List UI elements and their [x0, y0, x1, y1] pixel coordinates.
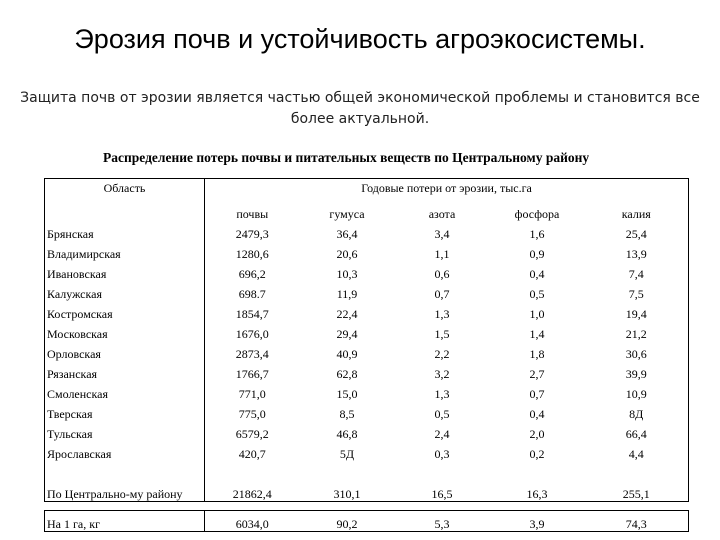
- value-humus: 22,4: [336, 307, 358, 321]
- table-row: [45, 281, 689, 301]
- value-potassium: 66,4: [585, 421, 689, 441]
- value-nitrogen: 1,3: [434, 387, 450, 401]
- value-humus: 46,8: [336, 427, 358, 441]
- value-soil: 6579,2: [235, 427, 269, 441]
- value-humus: 10,3: [336, 267, 358, 281]
- column-header-phosphorus: фосфора: [514, 207, 560, 221]
- value-soil: 775,0: [238, 407, 266, 421]
- value-nitrogen: 1,5: [434, 327, 450, 341]
- spacer-cell: [490, 502, 585, 511]
- value-soil: 1676,0: [235, 327, 269, 341]
- value-humus: 11,9: [336, 287, 358, 301]
- region-name: Ивановская: [45, 261, 205, 281]
- value-humus: 36,4: [336, 227, 358, 241]
- value-potassium: 30,6: [585, 341, 689, 361]
- spacer-cell: [300, 502, 395, 511]
- value-humus: 15,0: [336, 387, 358, 401]
- value-soil: 1854,7: [235, 307, 269, 321]
- value-soil: 771,0: [238, 387, 266, 401]
- value-potassium: 8Д: [585, 401, 689, 421]
- spacer-cell: [395, 502, 490, 511]
- spacer-cell: [205, 502, 300, 511]
- table-row: [45, 241, 689, 261]
- value-potassium: 10,9: [585, 381, 689, 401]
- value-humus: 62,8: [336, 367, 358, 381]
- value-potassium: 7,5: [585, 281, 689, 301]
- value-nitrogen: 1,3: [434, 307, 450, 321]
- value-humus: 310,1: [300, 461, 395, 502]
- region-name: Смоленская: [45, 381, 205, 401]
- value-nitrogen: 2,4: [434, 427, 450, 441]
- table-row: [45, 361, 689, 381]
- value-nitrogen: 5,3: [395, 511, 490, 532]
- value-phosphorus: 0,4: [529, 407, 545, 421]
- per-hectare-row: [45, 511, 689, 532]
- table-row: [45, 261, 689, 281]
- value-potassium: 7,4: [585, 261, 689, 281]
- value-phosphorus: 0,5: [529, 287, 545, 301]
- value-nitrogen: 16,5: [395, 461, 490, 502]
- slide-subtitle: Защита почв от эрозии является частью общей экономической проблемы и становится все более актуальной.: [20, 90, 700, 127]
- table-caption: Распределение потерь почвы и питательных веществ по Центральному району: [103, 150, 590, 165]
- value-potassium: 21,2: [585, 321, 689, 341]
- table-row: [45, 381, 689, 401]
- table-row: [45, 301, 689, 321]
- spacer-cell: [585, 502, 689, 511]
- total-row: [45, 461, 689, 502]
- value-soil: 698.7: [238, 287, 266, 301]
- value-soil: 21862,4: [205, 461, 300, 502]
- table-row: [45, 421, 689, 441]
- table-row: [45, 401, 689, 421]
- region-name: Костромская: [45, 301, 205, 321]
- value-nitrogen: 0,5: [434, 407, 450, 421]
- value-phosphorus: 3,9: [490, 511, 585, 532]
- value-phosphorus: 0,2: [529, 447, 545, 461]
- row-spacer: [45, 502, 689, 511]
- region-name: Калужская: [45, 281, 205, 301]
- area-column-header: Область: [45, 179, 205, 222]
- region-name: Тверская: [45, 401, 205, 421]
- value-potassium: 13,9: [585, 241, 689, 261]
- value-phosphorus: 0,7: [529, 387, 545, 401]
- region-name: На 1 га, кг: [45, 511, 205, 532]
- table-row: [45, 341, 689, 361]
- value-phosphorus: 1,6: [529, 227, 545, 241]
- value-soil: 6034,0: [205, 511, 300, 532]
- column-header-potassium: калия: [585, 201, 689, 221]
- value-phosphorus: 2,0: [529, 427, 545, 441]
- table-row: [45, 221, 689, 241]
- table-row: [45, 321, 689, 341]
- region-name: Брянская: [45, 221, 205, 241]
- column-header-soil: почвы: [236, 207, 269, 221]
- value-soil: 1766,7: [235, 367, 269, 381]
- value-nitrogen: 1,1: [434, 247, 450, 261]
- value-nitrogen: 3,2: [434, 367, 450, 381]
- value-humus: 29,4: [336, 327, 358, 341]
- region-name: Тульская: [45, 421, 205, 441]
- region-name: Орловская: [45, 341, 205, 361]
- slide-title: Эрозия почв и устойчивость агроэкосистемы.: [74, 24, 646, 54]
- region-name: Владимирская: [45, 241, 205, 261]
- value-humus: 40,9: [336, 347, 358, 361]
- region-name: Московская: [45, 321, 205, 341]
- column-header-humus: гумуса: [329, 207, 365, 221]
- region-name: Рязанская: [45, 361, 205, 381]
- value-phosphorus: 16,3: [490, 461, 585, 502]
- value-potassium: 39,9: [585, 361, 689, 381]
- value-soil: 2873,4: [235, 347, 269, 361]
- value-potassium: 255,1: [585, 461, 689, 502]
- value-nitrogen: 0,6: [434, 267, 450, 281]
- value-nitrogen: 3,4: [434, 227, 450, 241]
- value-humus: 5Д: [339, 447, 355, 461]
- value-humus: 90,2: [300, 511, 395, 532]
- value-phosphorus: 0,4: [529, 267, 545, 281]
- annual-loss-group-header: Годовые потери от эрозии, тыс.га: [205, 179, 689, 202]
- table-header-row: [45, 179, 689, 202]
- value-nitrogen: 0,3: [434, 447, 450, 461]
- value-potassium: 25,4: [585, 221, 689, 241]
- value-phosphorus: 0,9: [529, 247, 545, 261]
- value-potassium: 4,4: [585, 441, 689, 461]
- value-soil: 420,7: [238, 447, 266, 461]
- value-humus: 8,5: [339, 407, 355, 421]
- value-phosphorus: 1,0: [529, 307, 545, 321]
- erosion-loss-table: [44, 178, 689, 532]
- region-name: По Центрально-му району: [45, 461, 205, 502]
- value-potassium: 74,3: [585, 511, 689, 532]
- value-phosphorus: 2,7: [529, 367, 545, 381]
- spacer-cell: [45, 502, 205, 511]
- column-header-nitrogen: азота: [428, 207, 456, 221]
- value-phosphorus: 1,4: [529, 327, 545, 341]
- value-soil: 1280,6: [235, 247, 269, 261]
- value-soil: 2479,3: [235, 227, 269, 241]
- value-phosphorus: 1,8: [529, 347, 545, 361]
- region-name: Ярославская: [45, 441, 205, 461]
- value-nitrogen: 2,2: [434, 347, 450, 361]
- value-humus: 20,6: [336, 247, 358, 261]
- value-nitrogen: 0,7: [434, 287, 450, 301]
- table-row: [45, 441, 689, 461]
- value-potassium: 19,4: [585, 301, 689, 321]
- value-soil: 696,2: [238, 267, 266, 281]
